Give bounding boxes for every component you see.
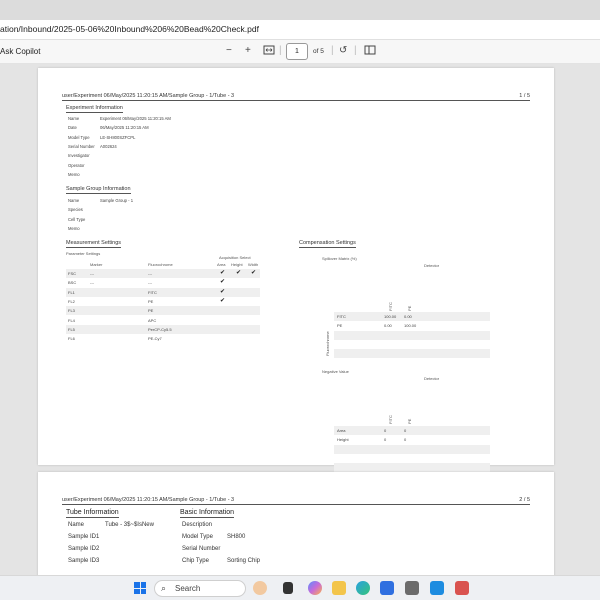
field-value: Tube - 3$~$IsNew — [105, 522, 154, 528]
negative-value-row — [334, 463, 490, 472]
search-label: Search — [175, 584, 201, 593]
taskbar — [0, 575, 600, 600]
field-value: Sorting Chip — [227, 558, 261, 564]
page-indicator: 1 / 5 — [519, 93, 530, 99]
negative-value-row-name: Height — [337, 437, 349, 443]
field-value: 06/May/2025 11:20:15 AM — [100, 125, 149, 131]
parameter-fluorochrome: FITC — [148, 289, 157, 295]
parameter-row — [66, 334, 260, 343]
checkmark-icon: ✔ — [236, 270, 242, 276]
people-icon[interactable] — [253, 581, 267, 595]
detector-label-2: Detector — [424, 376, 440, 381]
spillover-matrix-label: Spillover Matrix (%) — [322, 256, 357, 261]
field-label: Description — [182, 522, 213, 528]
search-icon: ⌕ — [161, 583, 167, 593]
basic-info-row — [182, 546, 227, 552]
parameter-fluorochrome: --- — [148, 271, 152, 276]
basic-info-title: Basic Information — [180, 509, 235, 516]
spillover-row — [334, 331, 490, 340]
page-header — [62, 496, 530, 505]
negative-value-value: 0 — [404, 428, 407, 433]
field-value: A002624 — [100, 143, 117, 149]
page-number-input[interactable]: 1 — [286, 43, 308, 60]
parameter-fluorochrome: --- — [148, 280, 152, 286]
sample-group-info-row — [68, 198, 133, 203]
negative-value-value: 0 — [384, 428, 387, 433]
toolbar-divider: | — [279, 45, 282, 56]
taskbar-search[interactable] — [154, 580, 246, 597]
parameter-name: FL4 — [68, 317, 75, 323]
neg-col-header-pe: PE — [407, 418, 412, 424]
pdf-page-2 — [38, 472, 554, 575]
store-icon[interactable] — [380, 581, 394, 595]
start-icon[interactable] — [134, 582, 146, 594]
compensation-settings-title: Compensation Settings — [299, 240, 356, 246]
parameter-fluorochrome: PE — [148, 308, 154, 314]
toolbar-divider: | — [331, 45, 334, 56]
app-icon[interactable] — [405, 581, 419, 595]
parameter-fluorochrome: APC — [148, 317, 157, 323]
page-header-path: user/Experiment 06/May/2025 11:20:15 AM/Sample Group - 1/Tube - 3 — [62, 93, 235, 99]
spillover-row — [334, 312, 490, 321]
parameter-name: FL1 — [68, 289, 75, 295]
negative-value-value: 0 — [404, 437, 407, 443]
field-label: Serial Number — [68, 143, 95, 149]
field-value: Experiment 06/May/2025 11:20:15 AM — [100, 116, 171, 121]
experiment-info-row — [68, 172, 100, 177]
field-label: Model Type — [182, 534, 213, 540]
marker-column-header: Marker — [90, 262, 103, 267]
neg-col-header-fitc: FITC — [388, 415, 393, 424]
negative-value-value: 0 — [384, 437, 387, 443]
checkmark-icon: ✔ — [220, 297, 226, 304]
page-total-label: of 5 — [313, 48, 324, 55]
field-label: Memo — [68, 171, 80, 177]
field-label: Name — [68, 198, 80, 203]
field-label: Name — [68, 116, 80, 121]
experiment-info-title: Experiment Information — [66, 105, 123, 111]
field-label: Name — [68, 522, 85, 528]
field-value: Sample Group - 1 — [100, 198, 134, 203]
parameter-row — [66, 297, 260, 306]
parameter-row — [66, 325, 260, 334]
sample-group-info-row — [68, 217, 100, 222]
experiment-info-row — [68, 144, 117, 149]
experiment-info-row — [68, 163, 100, 168]
parameter-row — [66, 278, 260, 287]
basic-info-row — [182, 534, 245, 540]
parameter-marker: --- — [90, 280, 94, 286]
negative-value-label: Negative Value — [322, 369, 349, 374]
zoom-in-icon[interactable]: + — [245, 45, 251, 56]
fit-page-icon[interactable] — [263, 45, 275, 59]
parameter-marker: --- — [90, 271, 94, 276]
field-label: Operator — [68, 162, 85, 168]
address-bar[interactable] — [0, 20, 600, 40]
spillover-row-name: FITC — [337, 314, 346, 319]
spillover-row-name: PE — [337, 323, 343, 329]
fluorochrome-axis-label: Fluorochrome — [325, 331, 330, 356]
pdf-toolbar — [0, 40, 600, 64]
experiment-info-row — [68, 153, 100, 158]
spillover-value: 0.00 — [384, 323, 392, 329]
area-column-header: Area — [217, 262, 226, 267]
parameter-name: FL5 — [68, 326, 75, 332]
page-indicator: 2 / 5 — [519, 497, 530, 503]
width-column-header: Width — [248, 262, 259, 267]
matrix-col-header-fitc: FITC — [388, 302, 393, 311]
field-label: Cell Type — [68, 216, 86, 222]
field-label: Sample ID3 — [68, 558, 100, 564]
ask-copilot-button[interactable]: Ask Copilot — [0, 47, 41, 56]
height-column-header: Height — [231, 262, 243, 267]
parameter-row — [66, 316, 260, 325]
tube-info-title: Tube Information — [66, 509, 119, 516]
negative-value-row — [334, 435, 490, 444]
parameter-name: FL2 — [68, 298, 75, 304]
task-view-icon[interactable] — [283, 582, 293, 594]
parameter-row — [66, 288, 260, 297]
checkmark-icon: ✔ — [251, 270, 257, 276]
parameter-fluorochrome: PerCP-Cy5.5 — [148, 326, 172, 332]
spillover-row — [334, 349, 490, 358]
checkmark-icon: ✔ — [220, 288, 226, 295]
page-header — [62, 92, 530, 101]
negative-value-row-name: Area — [337, 428, 346, 433]
negative-value-row — [334, 454, 490, 463]
spillover-row — [334, 321, 490, 330]
tube-info-row — [68, 522, 154, 528]
spillover-value: 100.00 — [384, 314, 397, 319]
checkmark-icon: ✔ — [220, 270, 226, 276]
parameter-fluorochrome: PE — [148, 298, 154, 304]
field-label: Sample ID2 — [68, 546, 100, 552]
field-label: Memo — [68, 225, 80, 231]
field-label: Investigator — [68, 153, 90, 159]
pdf-page-1 — [38, 68, 554, 465]
checkmark-icon: ✔ — [220, 279, 226, 286]
page-header-path: user/Experiment 06/May/2025 11:20:15 AM/Sample Group - 1/Tube - 3 — [62, 497, 235, 503]
negative-value-row — [334, 426, 490, 435]
zoom-out-icon[interactable]: − — [226, 45, 232, 56]
field-label: Sample ID1 — [68, 534, 100, 540]
tube-info-row — [68, 546, 105, 552]
experiment-info-row — [68, 125, 149, 130]
parameter-name: BSC — [68, 280, 77, 286]
parameter-name: FL6 — [68, 336, 75, 342]
tube-info-row — [68, 558, 105, 564]
sample-group-info-title: Sample Group Information — [66, 186, 131, 192]
edge-icon[interactable] — [356, 581, 370, 595]
pdf-viewer[interactable] — [0, 64, 600, 575]
toolbar-divider: | — [354, 45, 357, 56]
acquisition-select-header: Acquisition Select — [219, 255, 251, 260]
parameter-name: FSC — [68, 271, 76, 276]
rotate-icon[interactable]: ↺ — [339, 45, 348, 56]
negative-value-row — [334, 445, 490, 454]
parameter-row — [66, 269, 260, 278]
field-label: Species — [68, 207, 83, 213]
basic-info-row — [182, 522, 227, 528]
tube-info-row — [68, 534, 105, 540]
experiment-info-row — [68, 135, 135, 140]
url-text[interactable]: ation/Inbound/2025-05-06%20Inbound%206%20Bead%20Check.pdf — [0, 24, 259, 34]
field-label: Serial Number — [182, 546, 221, 552]
sample-group-info-row — [68, 226, 100, 231]
field-value: LE-SH800SZFCPL — [100, 134, 136, 140]
field-label: Date — [68, 125, 77, 131]
page-view-icon[interactable] — [364, 45, 376, 59]
spillover-value: 100.00 — [404, 323, 417, 329]
parameter-fluorochrome: PE-Cy7 — [148, 336, 162, 342]
experiment-info-row — [68, 116, 171, 121]
field-label: Chip Type — [182, 558, 209, 564]
matrix-col-header-pe: PE — [407, 305, 412, 311]
basic-info-row — [182, 558, 260, 564]
field-label: Model Type — [68, 134, 90, 140]
parameter-settings-label: Parameter Settings — [66, 251, 101, 256]
detector-label: Detector — [424, 263, 440, 268]
fluorochrome-column-header: Fluorochrome — [148, 262, 173, 267]
network-icon[interactable] — [455, 581, 469, 595]
parameter-row — [66, 306, 260, 315]
spillover-row — [334, 340, 490, 349]
copilot-icon[interactable] — [308, 581, 322, 595]
spillover-value: 0.00 — [404, 314, 412, 319]
file-explorer-icon[interactable] — [332, 581, 346, 595]
sample-group-info-row — [68, 207, 100, 212]
measurement-settings-title: Measurement Settings — [66, 240, 122, 246]
photos-icon[interactable] — [430, 581, 444, 595]
browser-tab-strip — [0, 0, 600, 20]
field-value: SH800 — [227, 534, 246, 540]
parameter-name: FL3 — [68, 308, 75, 314]
